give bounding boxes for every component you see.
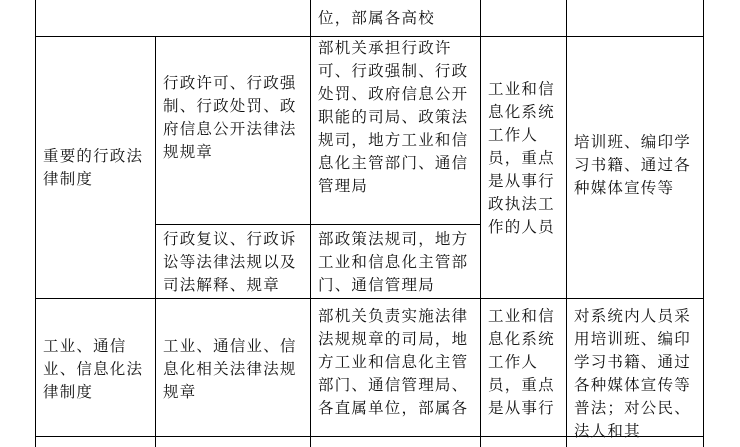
row2-category-cell: 工业、通信业、信息化法律制度 (43, 337, 144, 401)
row1-category-cell: 重要的行政法律制度 (43, 147, 144, 188)
table-border-right (703, 0, 704, 447)
row1-sub-a-content-cell: 行政许可、行政强制、行政处罚、政府信息公开法律法规规章 (163, 74, 297, 161)
row1-sub-b-responsible-cell: 部政策法规司，地方工业和信息化主管部门、通信管理局 (318, 230, 469, 294)
row2-target-cell: 工业和信息化系统工作人员，重点是从事行 (488, 307, 555, 417)
row1-sub-a-responsible-cell: 部机关承担行政许可、行政强制、行政处罚、政府信息公开职能的司局、政策法规司，地方工业和信息化主管部门、通信管理局 (318, 39, 469, 195)
row1-target-cell: 工业和信息化系统工作人员，重点是从事行政执法工作的人员 (488, 80, 555, 236)
row2-responsible-cell: 部机关负责实施法律法规规章的司局，地方工业和信息化主管部门、通信管理局、各直属单位，部属各 (318, 307, 469, 417)
row1-method-cell: 培训班、编印学习书籍、通过各种媒体宣传等 (574, 133, 691, 197)
row2-method-cell: 对系统内人员采用培训班、编印学习书籍、通过各种媒体宣传等普法；对公民、法人和其 (574, 307, 691, 440)
table-border-left (35, 0, 36, 447)
table-column-divider (155, 37, 156, 447)
table-subrow-divider (155, 224, 481, 225)
row2-content-cell: 工业、通信业、信息化相关法律法规规章 (163, 337, 297, 401)
top-fragment-cell: 位，部属各高校 (318, 9, 435, 27)
row1-sub-b-content-cell: 行政复议、行政诉讼等法律法规以及司法解释、规章 (163, 230, 297, 294)
table-row-divider (35, 298, 704, 299)
